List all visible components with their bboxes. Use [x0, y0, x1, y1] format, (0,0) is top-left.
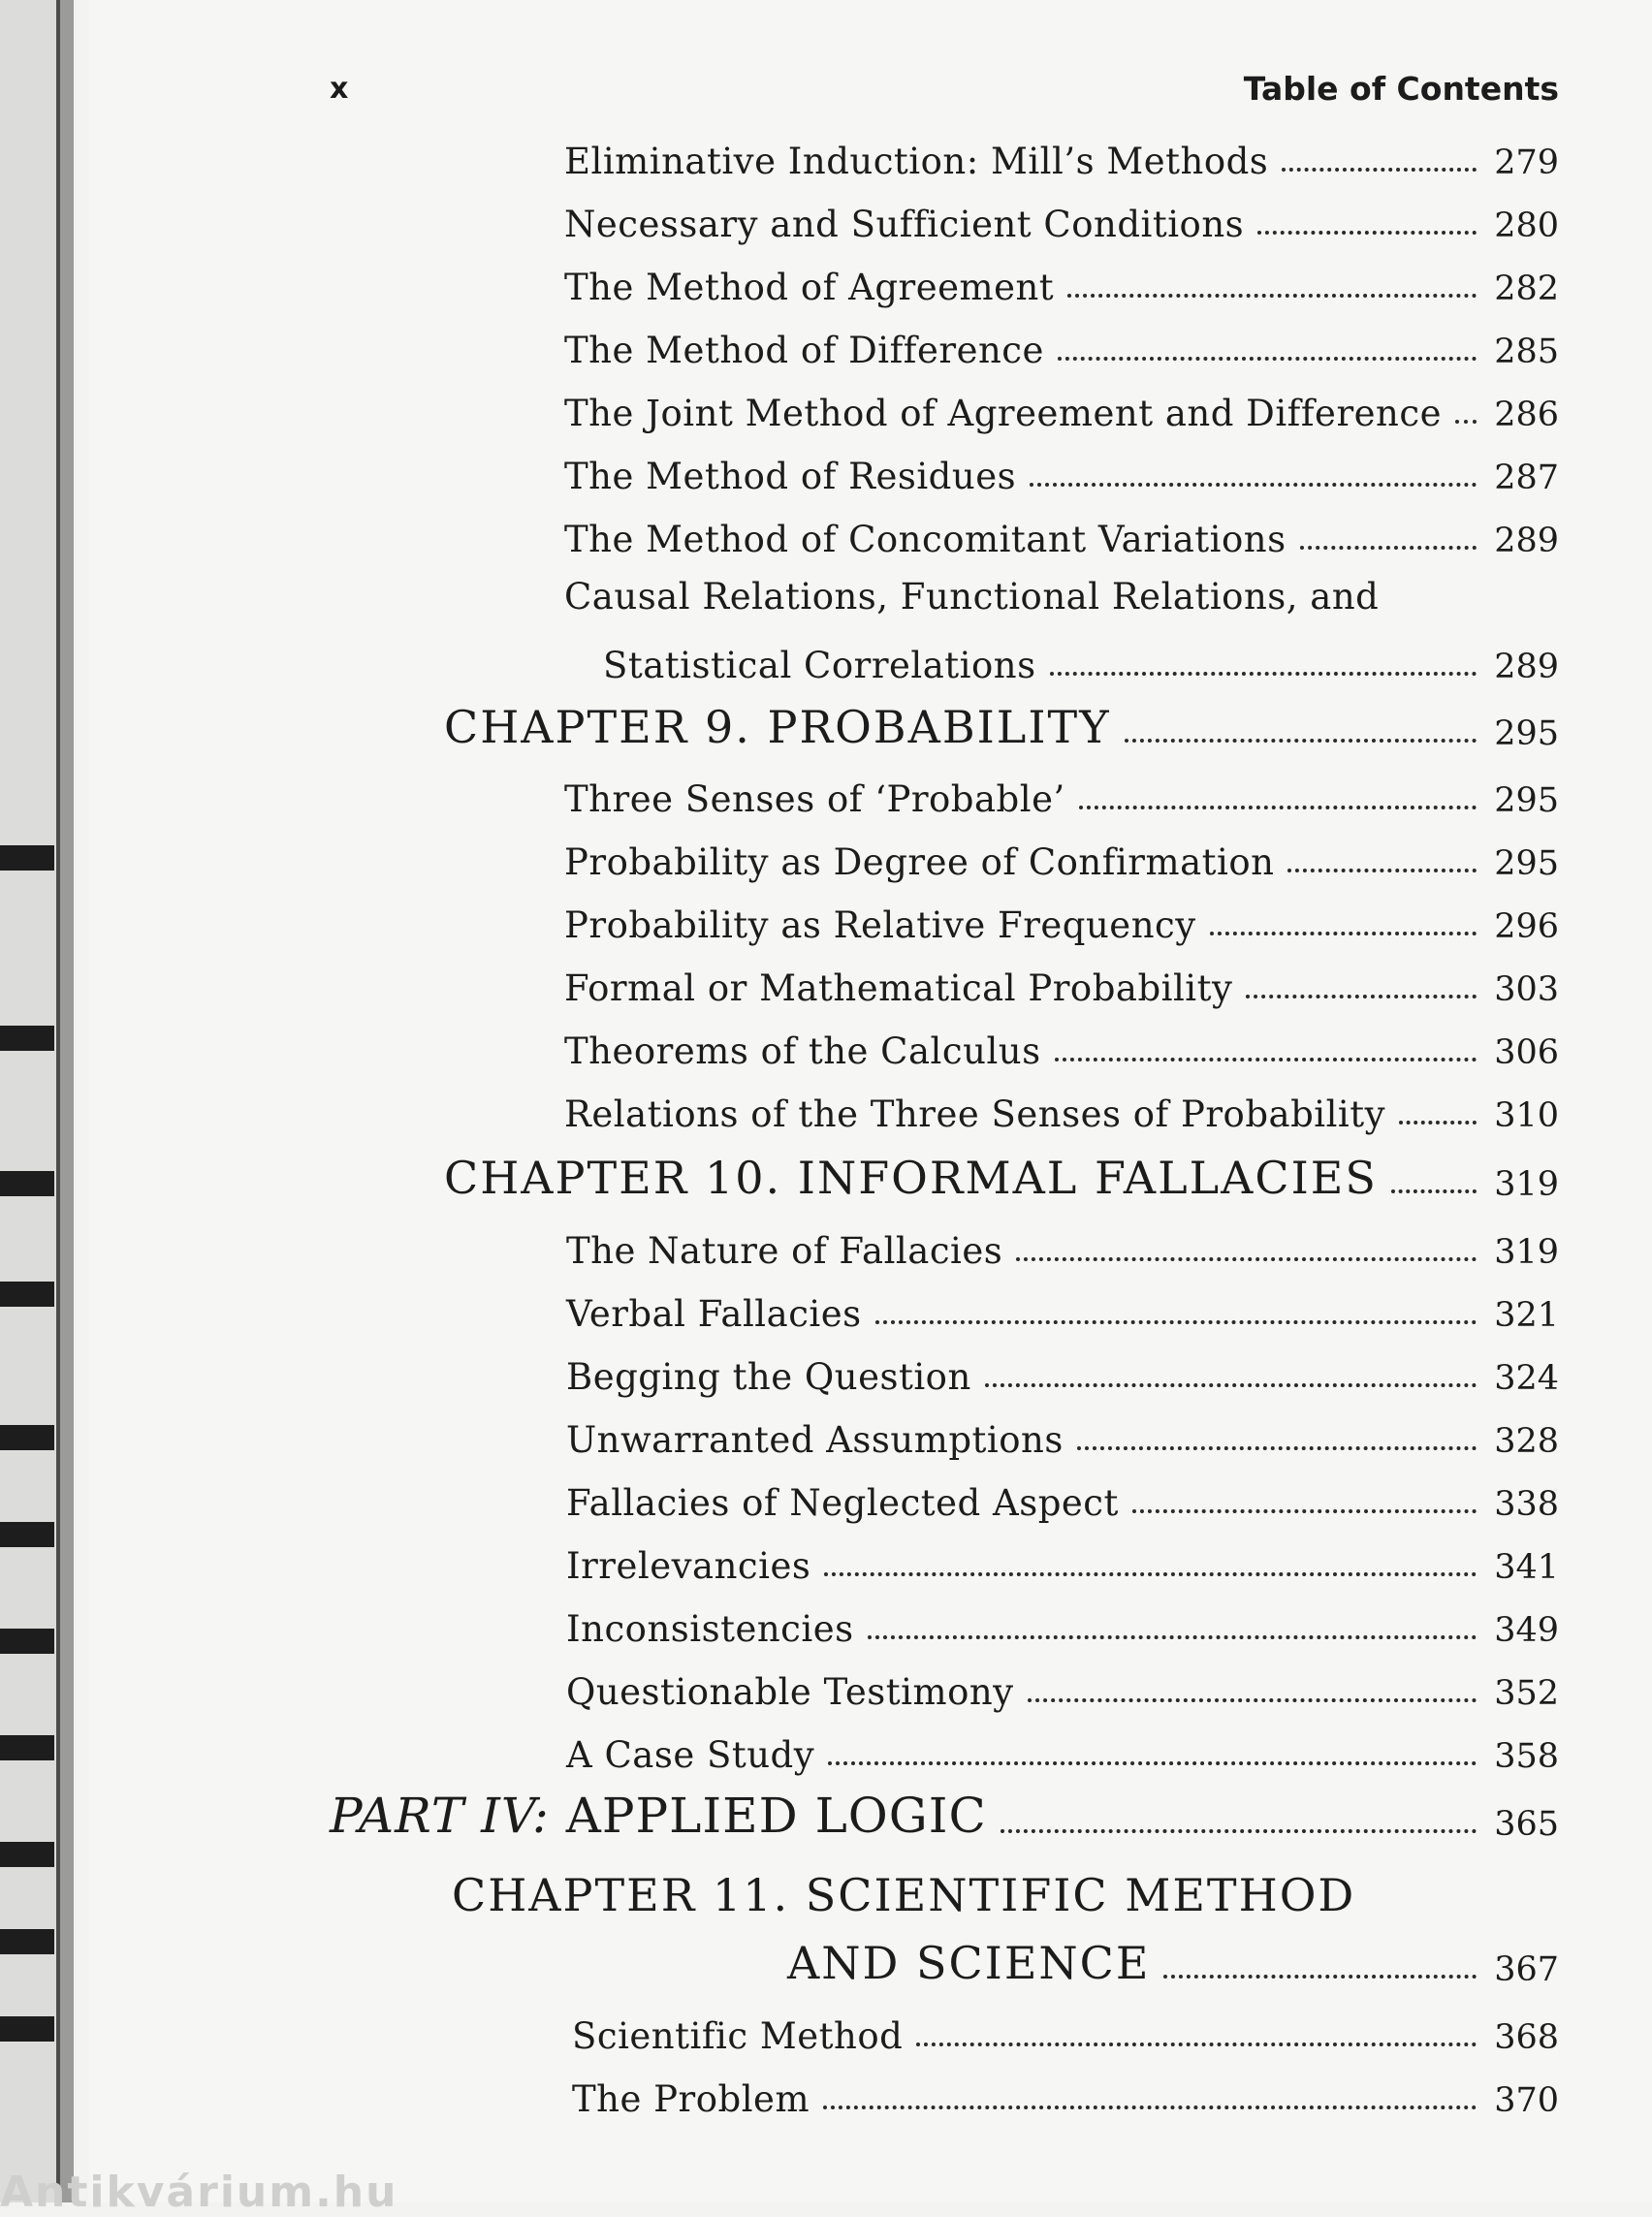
- toc-entry-page: 279: [1494, 143, 1559, 182]
- toc-entry-page: 289: [1494, 648, 1559, 686]
- toc-entry-page: 287: [1494, 459, 1559, 497]
- toc-entry-page: 296: [1494, 907, 1559, 946]
- leader-dots: [1077, 1446, 1477, 1450]
- ruler-tick: [0, 1842, 54, 1867]
- ruler-tick: [0, 1929, 54, 1954]
- part-name: APPLIED LOGIC: [565, 1788, 987, 1844]
- leader-dots: [1246, 995, 1477, 998]
- chapter-title-line: CHAPTER 11. SCIENTIFIC METHOD: [452, 1869, 1356, 1921]
- toc-entry: [564, 449, 1559, 497]
- toc-entry-title: Verbal Fallacies: [566, 1293, 862, 1335]
- toc-entry-title: The Nature of Fallacies: [566, 1230, 1003, 1272]
- toc-entry-page: 365: [1494, 1805, 1559, 1844]
- leader-dots: [1079, 806, 1477, 809]
- toc-entry-page: 328: [1494, 1422, 1559, 1461]
- toc-part: [330, 1788, 1559, 1844]
- toc-entry: [566, 1475, 1559, 1524]
- ruler-tick: [0, 1026, 54, 1051]
- leader-dots: [828, 1761, 1477, 1765]
- leader-dots: [1391, 1189, 1477, 1193]
- toc-entry-title: The Problem: [572, 2078, 810, 2120]
- toc-entry: [566, 1538, 1559, 1587]
- leader-dots: [1067, 294, 1477, 298]
- leader-dots: [1399, 1121, 1477, 1124]
- leader-dots: [1050, 672, 1477, 676]
- toc-entry-title: The Method of Residues: [564, 456, 1017, 497]
- toc-entry-page: 352: [1494, 1674, 1559, 1713]
- toc-entry: [566, 1601, 1559, 1650]
- toc-entry: [572, 2072, 1559, 2120]
- toc-entry-page: 358: [1494, 1737, 1559, 1776]
- toc-chapter: [787, 1937, 1559, 1989]
- toc-entry: [564, 1087, 1559, 1135]
- toc-entry-title-continuation: Statistical Correlations: [603, 645, 1036, 686]
- toc-entry-title: Inconsistencies: [566, 1608, 854, 1650]
- toc-chapter: [444, 701, 1559, 753]
- toc-entry: [564, 835, 1559, 883]
- toc-entry-page: 370: [1494, 2081, 1559, 2120]
- leader-dots: [1210, 932, 1477, 935]
- toc-entry-page: 341: [1494, 1548, 1559, 1587]
- leader-dots: [1300, 546, 1477, 550]
- toc-entry-title: Fallacies of Neglected Aspect: [566, 1482, 1119, 1524]
- toc-entry-page: 295: [1494, 714, 1559, 753]
- ruler-tick: [0, 845, 54, 871]
- scale-ruler: [0, 0, 56, 2202]
- toc-entry-title: Irrelevancies: [566, 1545, 811, 1587]
- leader-dots: [1016, 1257, 1477, 1261]
- toc-entry-title: Begging the Question: [566, 1356, 971, 1398]
- leader-dots: [1058, 357, 1477, 361]
- toc-entry-title: Questionable Testimony: [566, 1671, 1014, 1713]
- chapter-title: CHAPTER 10. INFORMAL FALLACIES: [444, 1152, 1378, 1204]
- ruler-tick: [0, 1735, 54, 1760]
- toc-entry: [564, 961, 1559, 1009]
- toc-entry-title: Theorems of the Calculus: [564, 1030, 1041, 1072]
- toc-entry-title: A Case Study: [566, 1734, 815, 1776]
- leader-dots: [1455, 420, 1477, 424]
- leader-dots: [916, 2043, 1477, 2046]
- ruler-tick: [0, 1171, 54, 1196]
- toc-entry: [603, 638, 1559, 686]
- toc-entry: [566, 1412, 1559, 1461]
- toc-entry: [566, 1349, 1559, 1398]
- ruler-tick: [0, 1629, 54, 1654]
- running-title: Table of Contents: [1243, 70, 1559, 108]
- leader-dots: [1125, 739, 1477, 743]
- toc-entry-page: 319: [1494, 1233, 1559, 1272]
- toc-entry: [564, 512, 1559, 560]
- toc-entry: [564, 1024, 1559, 1072]
- chapter-title-continuation: AND SCIENCE: [787, 1937, 1151, 1989]
- toc-entry-page: 306: [1494, 1033, 1559, 1072]
- page-gutter-shadow: [60, 0, 74, 2202]
- toc-entry-title: Probability as Degree of Confirmation: [564, 841, 1275, 883]
- toc-entry-title: Probability as Relative Frequency: [564, 904, 1196, 946]
- leader-dots: [868, 1635, 1477, 1639]
- toc-entry: [566, 1223, 1559, 1272]
- toc-entry: [564, 260, 1559, 308]
- leader-dots: [1028, 1698, 1477, 1702]
- page-binding-edge: [0, 0, 60, 2202]
- toc-entry-title: Unwarranted Assumptions: [566, 1419, 1064, 1461]
- ruler-tick: [0, 2016, 54, 2042]
- toc-entry-title: The Joint Method of Agreement and Difference: [564, 393, 1442, 434]
- toc-entry-page: 367: [1494, 1950, 1559, 1989]
- leader-dots: [823, 2106, 1477, 2109]
- leader-dots: [1287, 869, 1477, 872]
- watermark: Antikvárium.hu: [0, 2168, 398, 2217]
- ruler-tick: [0, 1282, 54, 1307]
- toc-entry-page: 319: [1494, 1165, 1559, 1204]
- toc-entry: [564, 323, 1559, 371]
- page-numeral: x: [330, 72, 349, 106]
- ruler-tick: [0, 1522, 54, 1547]
- toc-entry-title: The Method of Difference: [564, 330, 1044, 371]
- toc-entry: [572, 2009, 1559, 2057]
- toc-entry-page: 368: [1494, 2018, 1559, 2057]
- chapter-title: CHAPTER 9. PROBABILITY: [444, 701, 1111, 753]
- toc-entry-title: Necessary and Sufficient Conditions: [564, 204, 1245, 245]
- leader-dots: [985, 1383, 1477, 1387]
- ruler-tick: [0, 1425, 54, 1450]
- toc-entry: [566, 1727, 1559, 1776]
- leader-dots: [1163, 1975, 1477, 1979]
- leader-dots: [1055, 1058, 1477, 1061]
- leader-dots: [1282, 168, 1477, 172]
- toc-entry: [564, 197, 1559, 245]
- leader-dots: [824, 1572, 1477, 1576]
- toc-entry-title: The Method of Concomitant Variations: [564, 519, 1287, 560]
- toc-entry-title: The Method of Agreement: [564, 267, 1055, 308]
- toc-entry-page: 310: [1494, 1096, 1559, 1135]
- toc-entry: [566, 1286, 1559, 1335]
- toc-entry-title: Eliminative Induction: Mill’s Methods: [564, 141, 1269, 182]
- toc-entry: [564, 386, 1559, 434]
- toc-entry-page: 282: [1494, 269, 1559, 308]
- toc-entry-page: 324: [1494, 1359, 1559, 1398]
- leader-dots: [1132, 1509, 1477, 1513]
- toc-entry-title: Formal or Mathematical Probability: [564, 967, 1233, 1009]
- toc-chapter: [444, 1152, 1559, 1204]
- leader-dots: [1001, 1829, 1477, 1833]
- toc-entry-page: 321: [1494, 1296, 1559, 1335]
- toc-entry-title: Three Senses of ‘Probable’: [564, 778, 1065, 820]
- toc-entry-title-line: Causal Relations, Functional Relations, and: [564, 576, 1380, 618]
- toc-entry-title: Relations of the Three Senses of Probability: [564, 1093, 1386, 1135]
- toc-entry-page: 295: [1494, 844, 1559, 883]
- toc-entry: [564, 772, 1559, 820]
- toc-entry: [564, 134, 1559, 182]
- toc-entry-page: 295: [1494, 781, 1559, 820]
- toc-entry: [564, 898, 1559, 946]
- toc-entry-page: 303: [1494, 970, 1559, 1009]
- toc-entry-page: 280: [1494, 206, 1559, 245]
- leader-dots: [875, 1320, 1477, 1324]
- toc-entry-page: 338: [1494, 1485, 1559, 1524]
- toc-entry: [566, 1664, 1559, 1713]
- leader-dots: [1257, 231, 1477, 235]
- toc-entry-page: 286: [1494, 396, 1559, 434]
- part-title: [330, 1788, 987, 1844]
- toc-entry-page: 289: [1494, 522, 1559, 560]
- toc-entry-page: 349: [1494, 1611, 1559, 1650]
- toc-entry-title: Scientific Method: [572, 2015, 904, 2057]
- leader-dots: [1030, 483, 1477, 487]
- part-label: PART IV:: [330, 1788, 550, 1844]
- toc-entry-page: 285: [1494, 333, 1559, 371]
